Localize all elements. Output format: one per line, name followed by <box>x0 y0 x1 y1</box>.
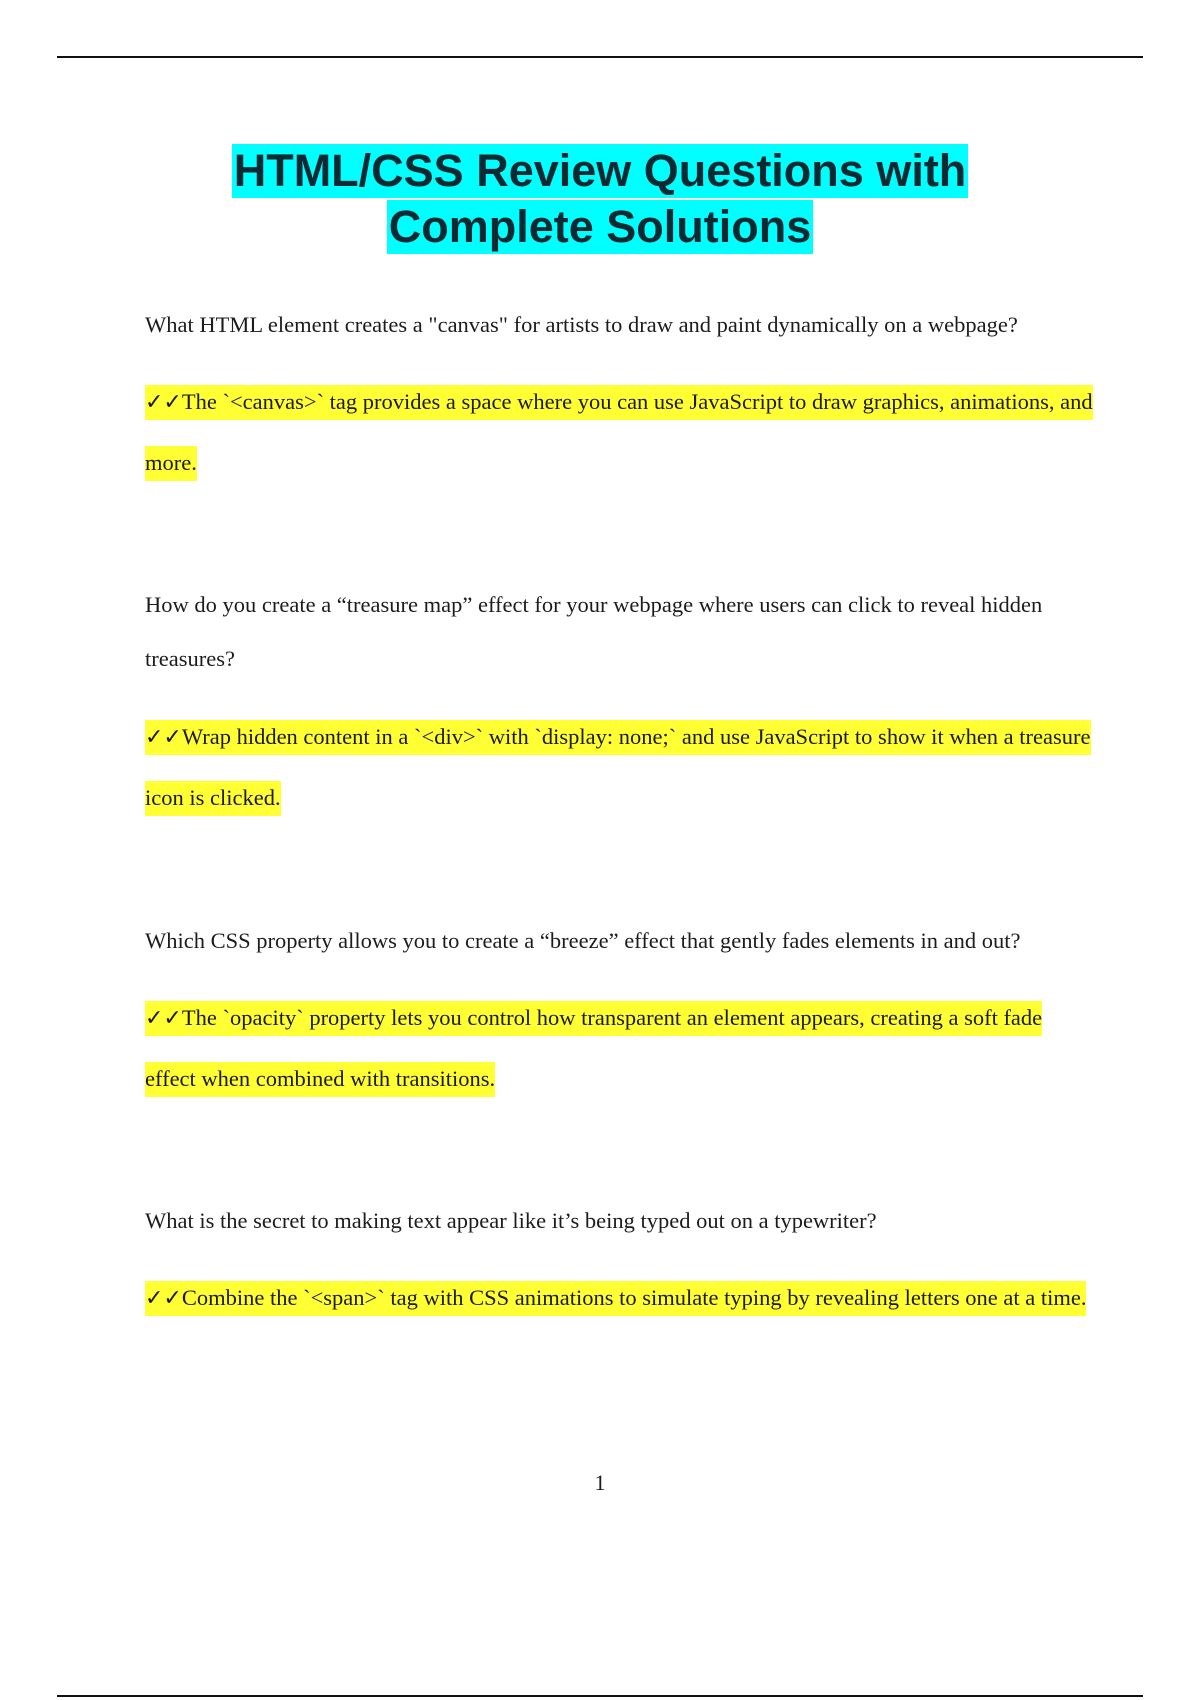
question-2 <box>145 578 1095 686</box>
answer-text: Combine the `<span>` tag with CSS animations to simulate typing by revealing letters one at a time. <box>181 1285 1087 1310</box>
title-line-2: Complete Solutions <box>388 201 812 252</box>
check-icon: ✓✓ <box>145 1006 182 1031</box>
document-title <box>0 144 1200 254</box>
page-number: 1 <box>594 1470 606 1495</box>
question-text: Which CSS property allows you to create a “breeze” effect that gently fades elements in and out? <box>145 928 1021 953</box>
question-text: How do you create a “treasure map” effect for your webpage where users can click to reveal hidden treasures? <box>145 592 1043 671</box>
bottom-rule <box>57 1695 1143 1697</box>
answer-highlight <box>145 1281 1086 1316</box>
top-rule <box>57 56 1143 58</box>
answer-text: The `opacity` property lets you control how transparent an element appears, creating a soft fade effect when combined with transitions. <box>145 1005 1043 1091</box>
question-1 <box>145 298 1095 352</box>
question-4 <box>145 1194 1095 1248</box>
title-line-1: HTML/CSS Review Questions with <box>233 145 967 196</box>
question-3 <box>145 914 1095 968</box>
answer-1 <box>145 372 1095 493</box>
answer-3 <box>145 988 1095 1109</box>
check-icon: ✓✓ <box>145 390 182 415</box>
answer-highlight <box>145 1001 1042 1097</box>
answer-highlight <box>145 385 1093 481</box>
answer-2 <box>145 707 1095 828</box>
answer-text: Wrap hidden content in a `<div>` with `display: none;` and use JavaScript to show it when a treasure icon is clicked. <box>145 724 1091 810</box>
answer-highlight <box>145 720 1091 816</box>
question-text: What HTML element creates a "canvas" for artists to draw and paint dynamically on a webpage? <box>145 312 1018 337</box>
answer-4 <box>145 1268 1095 1329</box>
check-icon: ✓✓ <box>145 725 182 750</box>
check-icon: ✓✓ <box>145 1286 182 1311</box>
question-text: What is the secret to making text appear like it’s being typed out on a typewriter? <box>145 1208 877 1233</box>
answer-text: The `<canvas>` tag provides a space where you can use JavaScript to draw graphics, animations, and more. <box>145 389 1093 475</box>
